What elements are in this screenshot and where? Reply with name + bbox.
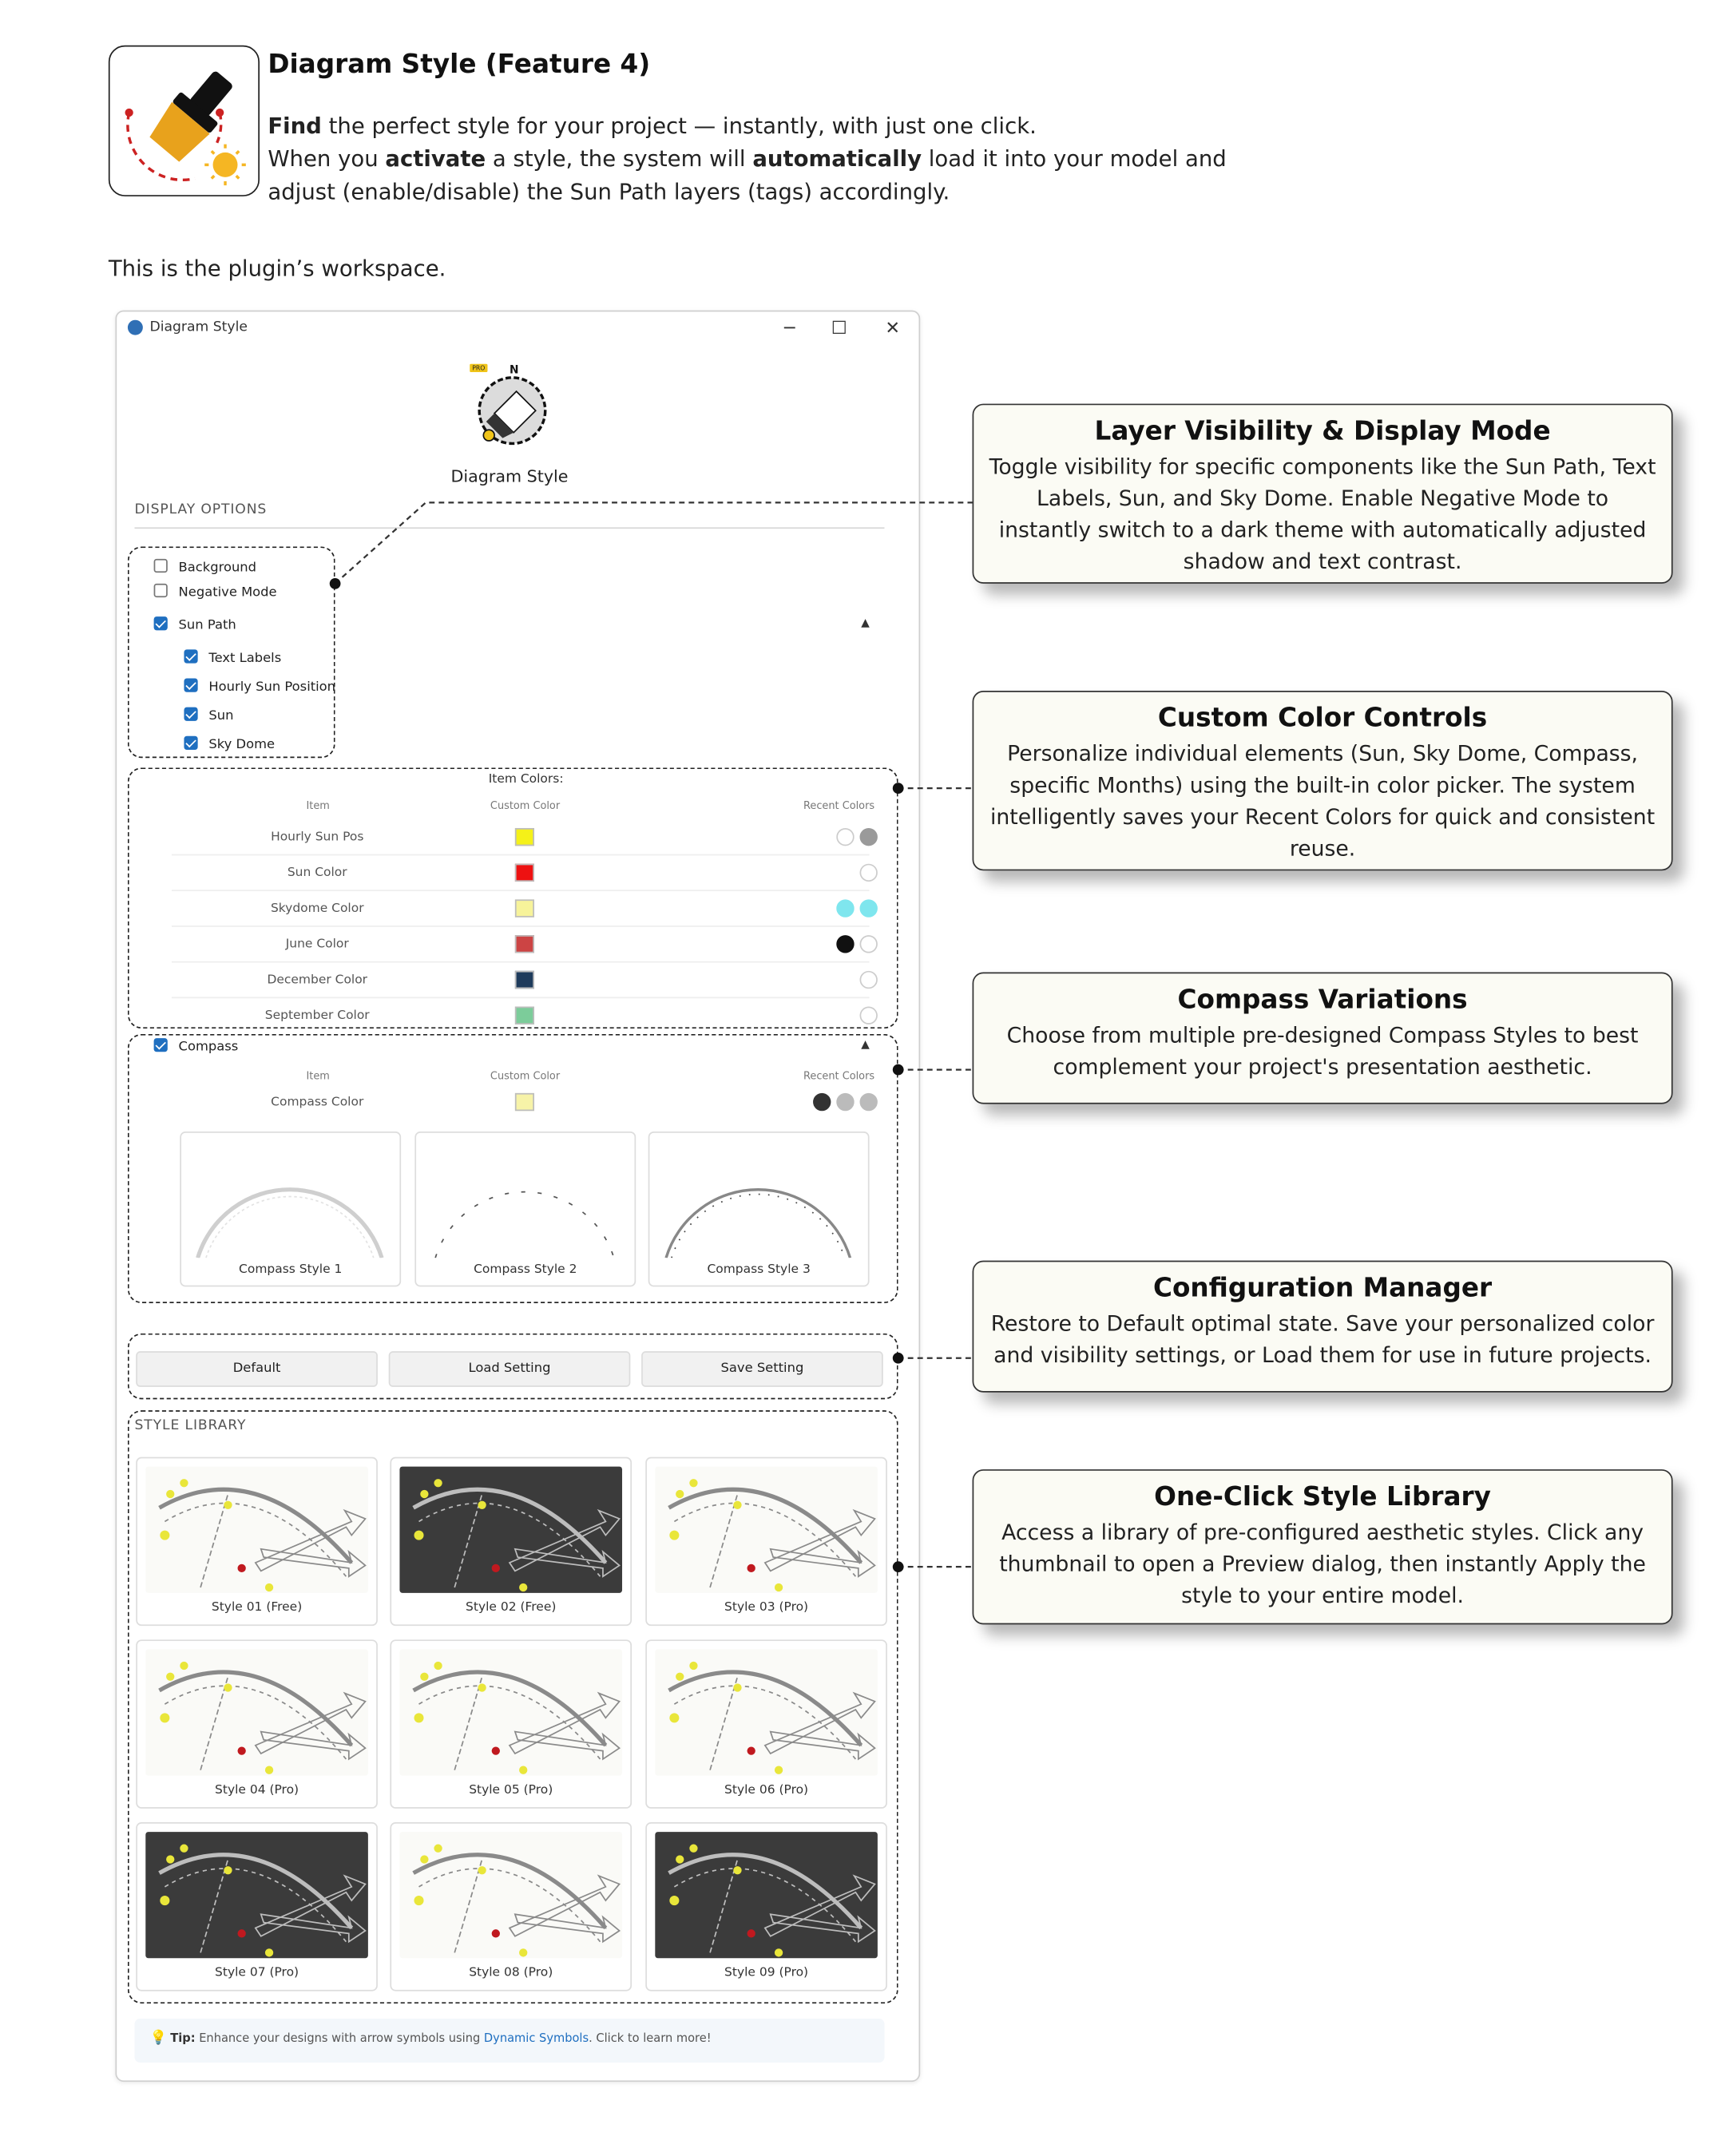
connector-dot-4: [893, 1353, 904, 1364]
close-button[interactable]: ✕: [885, 318, 901, 339]
compass-style-3-label: Compass Style 3: [707, 1263, 811, 1278]
text-labels-label: Text Labels: [208, 651, 282, 667]
negative-mode-label: Negative Mode: [178, 585, 277, 600]
item-color-label: September Color: [264, 1009, 370, 1024]
line2-text-c: load it into your model and: [922, 145, 1227, 172]
callout-body: Access a library of pre-configured aesthetic styles. Click any thumbnail to open a Preview dialog, then instantly Apply the style to your entire model.: [999, 1520, 1646, 1608]
sun-label: Sun: [208, 708, 234, 724]
style-label: Style 09 (Pro): [724, 1966, 809, 1980]
dynamic-symbols-link[interactable]: Dynamic Symbols: [483, 2032, 589, 2047]
sun-path-label: Sun Path: [178, 617, 236, 633]
minimize-button[interactable]: ─: [784, 318, 795, 339]
item-colors-heading: Item Colors:: [488, 773, 564, 787]
tip-prefix: Tip:: [170, 2032, 196, 2047]
compass-color-label: Compass Color: [271, 1096, 364, 1110]
item-color-label: June Color: [285, 937, 349, 952]
default-button[interactable]: Default: [136, 1351, 378, 1387]
tip-text: Enhance your designs with arrow symbols using: [195, 2032, 484, 2047]
item-color-label: Skydome Color: [270, 902, 364, 917]
compass-style-2-label: Compass Style 2: [474, 1263, 577, 1278]
col-item: Item: [306, 799, 330, 812]
callout-compass: [973, 973, 1673, 1104]
activate-bold: activate: [385, 145, 486, 172]
background-label: Background: [178, 560, 257, 576]
display-options-heading: DISPLAY OPTIONS: [134, 502, 268, 518]
callout-title: One-Click Style Library: [1154, 1481, 1491, 1512]
compass-label: Compass: [178, 1039, 239, 1055]
compass-style-1-label: Compass Style 1: [239, 1263, 343, 1278]
style-label: Style 04 (Pro): [215, 1783, 299, 1798]
tip-suffix: . Click to learn more!: [589, 2032, 712, 2047]
hourly-sun-position-label: Hourly Sun Position: [208, 680, 336, 696]
item-color-label: Sun Color: [287, 866, 347, 881]
style-label: Style 06 (Pro): [724, 1783, 809, 1798]
compass-col-item: Item: [306, 1069, 330, 1083]
col-custom-color: Custom Color: [490, 799, 561, 812]
callout-config: [973, 1261, 1673, 1393]
compass-col-recent: Recent Colors: [803, 1069, 875, 1083]
style-label: Style 01 (Free): [211, 1601, 303, 1615]
connector-dot-5: [893, 1561, 904, 1572]
callout-title: Custom Color Controls: [1157, 703, 1488, 734]
callout-title: Compass Variations: [1177, 985, 1468, 1015]
callout-title: Configuration Manager: [1152, 1273, 1493, 1303]
lightbulb-icon: 💡: [149, 2031, 167, 2047]
callout-body: Restore to Default optimal state. Save your personalized color and visibility settings, or Load them for use in future projects.: [990, 1311, 1655, 1368]
style-label: Style 07 (Pro): [215, 1966, 299, 1980]
feature-title: Diagram Style (Feature 4): [268, 49, 651, 80]
line2-text-a: When you: [268, 145, 386, 172]
line3-text: adjust (enable/disable) the Sun Path layers (tags) accordingly.: [268, 178, 950, 205]
window-title: Diagram Style: [149, 319, 248, 335]
connector-dot-3: [893, 1064, 904, 1076]
compass-collapse-icon[interactable]: ▲: [861, 1038, 870, 1051]
style-label: Style 03 (Pro): [724, 1601, 809, 1615]
pro-badge: PRO: [472, 364, 486, 372]
app-name: Diagram Style: [450, 466, 569, 486]
automatically-bold: automatically: [752, 145, 922, 172]
line2-text-b: a style, the system will: [486, 145, 753, 172]
load-setting-button[interactable]: Load Setting: [389, 1351, 631, 1387]
callout-title: Layer Visibility & Display Mode: [1094, 416, 1551, 446]
callout-custom-color: [973, 691, 1673, 870]
find-bold: Find: [268, 113, 322, 139]
callout-style-library: [973, 1469, 1673, 1624]
connector-dot-2: [893, 783, 904, 794]
save-setting-button[interactable]: Save Setting: [641, 1351, 883, 1387]
style-library-heading: STYLE LIBRARY: [134, 1418, 247, 1434]
callout-layer-visibility: [973, 404, 1673, 584]
style-label: Style 02 (Free): [466, 1601, 557, 1615]
callout-body: Personalize individual elements (Sun, Sky Dome, Compass, specific Months) using the built-in color picker. The system intelligently saves your Recent Colors for quick and consistent reuse.: [989, 741, 1656, 862]
style-label: Style 05 (Pro): [469, 1783, 553, 1798]
line1-text: the perfect style for your project — instantly, with just one click.: [321, 113, 1037, 139]
item-color-label: Hourly Sun Pos: [271, 830, 364, 845]
col-recent-colors: Recent Colors: [803, 799, 875, 812]
callout-body: Toggle visibility for specific components like the Sun Path, Text Labels, Sun, and Sky Dome. Enable Negative Mode to instantly switch to a dark theme with automatically adjusted shadow and text contrast.: [989, 454, 1656, 574]
connector-dot-1: [330, 578, 341, 589]
callout-body: Choose from multiple pre-designed Compass Styles to best complement your project's presentation aesthetic.: [1006, 1023, 1639, 1080]
sky-dome-label: Sky Dome: [208, 737, 276, 753]
compass-col-custom: Custom Color: [490, 1069, 561, 1083]
item-color-label: December Color: [267, 973, 368, 988]
sun-path-collapse-icon[interactable]: ▲: [861, 616, 870, 629]
north-label: N: [510, 363, 519, 377]
maximize-button[interactable]: ☐: [831, 318, 847, 339]
style-label: Style 08 (Pro): [469, 1966, 553, 1980]
workspace-note: This is the plugin’s workspace.: [108, 255, 446, 282]
